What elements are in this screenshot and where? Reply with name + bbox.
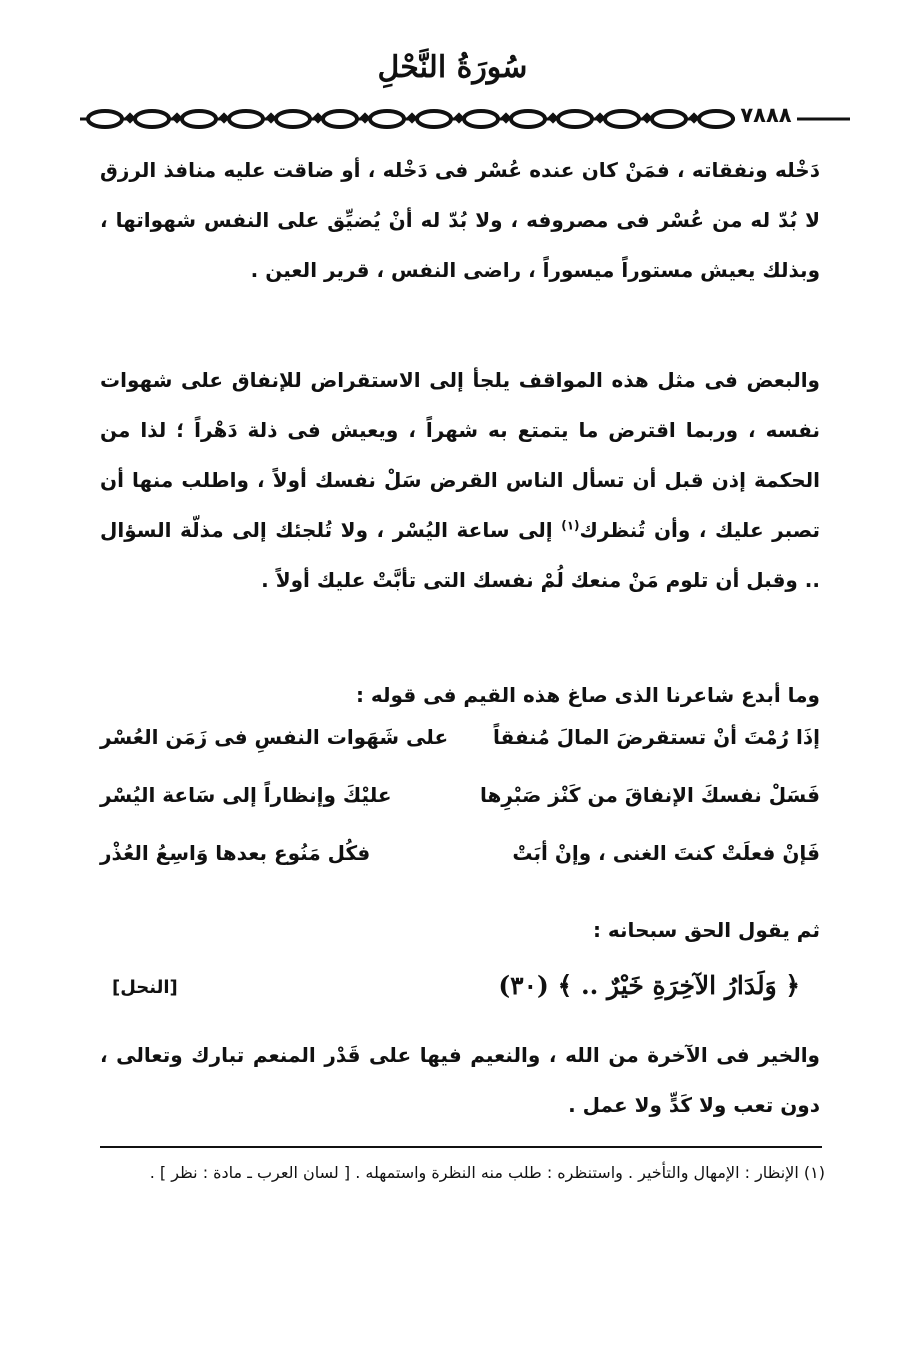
surah-reference: [النحل] [112, 977, 178, 998]
verse-number: (٣٠) [498, 971, 549, 1000]
paragraph-2-end: إلى ساعة اليُسْر ، ولا تُلجئك إلى مذلّة السؤال .. وقبل أن تلوم مَنْ منعك لُمْ نفسك التى تأبَّتْ عليك أولاً . [100, 518, 820, 592]
poem-hemistich-second: عليْكَ وإنظاراً إلى سَاعة اليُسْر [100, 783, 392, 807]
footnote-marker[interactable]: (١) [561, 518, 580, 533]
footnote-divider [100, 1146, 822, 1148]
poem-hemistich-first: إذَا رُمْتَ أنْ تستقرضَ المالَ مُنفقاً [492, 725, 820, 749]
poem-hemistich-second: على شَهَوات النفسِ فى زَمَن العُسْر [100, 725, 449, 749]
surah-title: سُورَةُ النَّحْلِ [377, 50, 528, 85]
poem-hemistich-first: فَإنْ فعلَتْ كنتَ الغنى ، وإنْ أبَتْ [512, 841, 820, 865]
paragraph-2-start: والبعض فى مثل هذه المواقف يلجأ إلى الاستقراض للإنفاق على شهوات نفسه ، وربما اقترض ما يتمتع به شهراً ، ويعيش فى ذلة دَهْراً ؛ لذا من الحكمة إذن قبل أن تسأل الناس القرض سَلْ نفسك أولاً ، واطلب منها أن تصبر عليك ، وأن تُنظرك [100, 368, 821, 542]
quran-verse-text: ﴿ وَلَدَارُ الآخِرَةِ خَيْرٌ .. ﴾ [557, 971, 800, 1000]
paragraph-2 [100, 355, 820, 605]
poem-hemistich-first: فَسَلْ نفسكَ الإنفاقَ من كَنْز صَبْرِها [480, 783, 820, 807]
poem-verse [100, 725, 820, 783]
paragraph-1: دَخْله ونفقاته ، فمَنْ كان عنده عُسْر فى دَخْله ، أو ضاقت عليه منافذ الرزق لا بُدّ له من عُسْر فى مصروفه ، ولا بُدّ له أنْ يُضيِّق على النفس شهواتها ، وبذلك يعيش مستوراً ميسوراً ، راضى النفس ، قرير العين . [100, 158, 820, 282]
paragraph-closing: والخير فى الآخرة من الله ، والنعيم فيها على قَدْر المنعم تبارك وتعالى ، دون تعب ولا كَدٍّ ولا عمل . [100, 1043, 820, 1117]
footnote: (١) الإنظار : الإمهال والتأخير . واستنظره : طلب منه النظرة واستمهله . [ لسان العرب ـ مادة : نظر ] . [149, 1163, 825, 1182]
poem-intro: وما أبدع شاعرنا الذى صاغ هذه القيم فى قوله : [355, 683, 820, 707]
quran-verse-line [100, 965, 820, 1015]
poem-verse [100, 841, 820, 899]
verse-intro: ثم يقول الحق سبحانه : [592, 918, 820, 942]
quran-verse [498, 971, 800, 1000]
poem-verse [100, 783, 820, 841]
poem [100, 725, 820, 899]
page-number: ٧٨٨٨ [735, 103, 797, 127]
poem-hemistich-second: فكُل مَنُوع بعدها وَاسِعُ العُذْر [100, 841, 371, 865]
